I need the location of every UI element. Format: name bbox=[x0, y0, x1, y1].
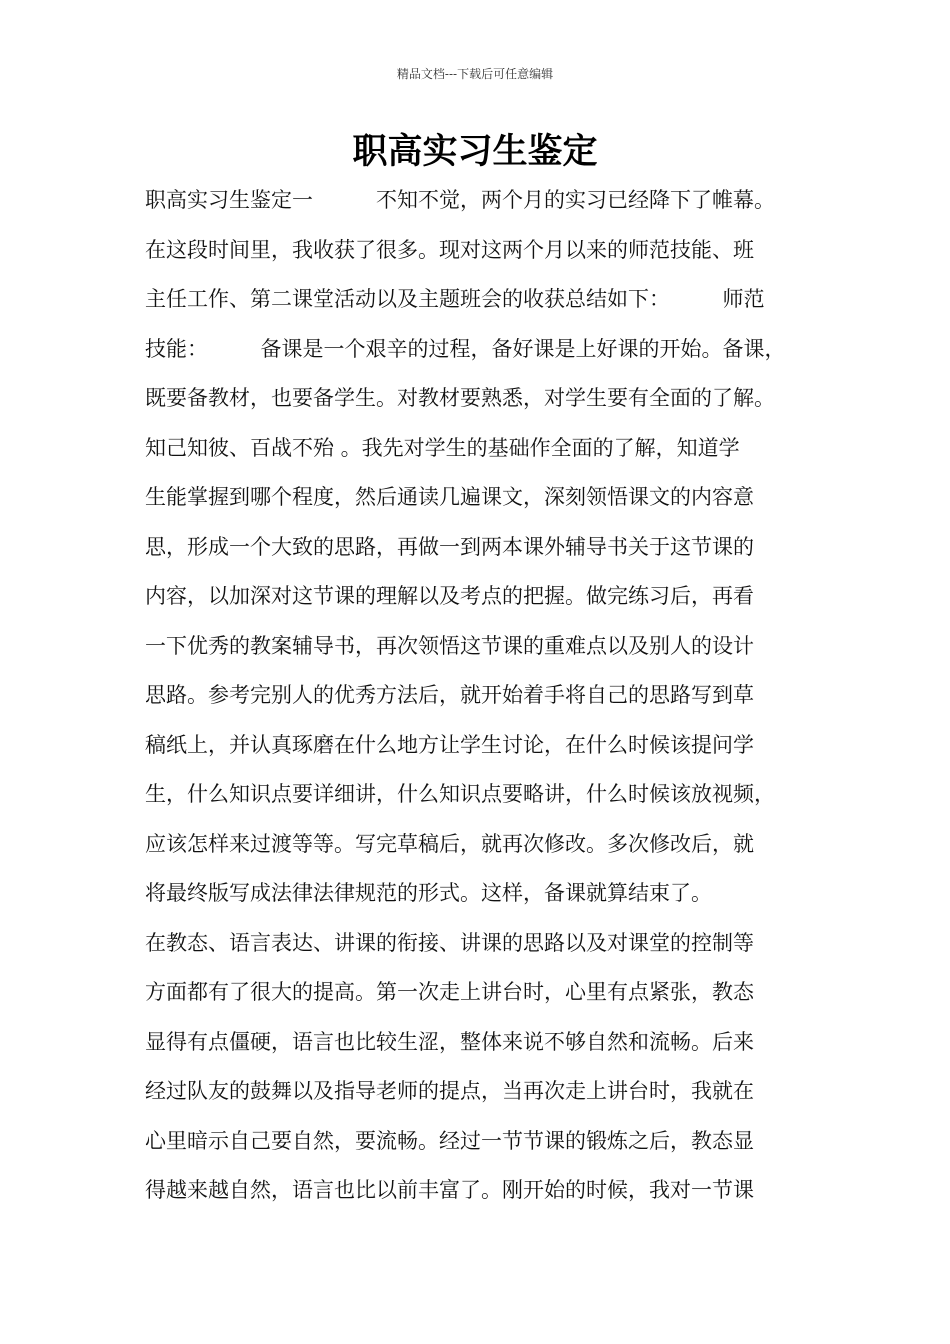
body-line: 在这段时间里，我收获了很多。现对这两个月以来的师范技能、班 bbox=[145, 237, 754, 262]
header-note: 精品文档---下载后可任意编辑 bbox=[396, 67, 554, 81]
body-line: 一下优秀的教案辅导书，再次领悟这节课的重难点以及别人的设计 bbox=[145, 633, 754, 658]
body-line: 方面都有了很大的提高。第一次走上讲台时，心里有点紧张，教态 bbox=[145, 980, 754, 1004]
body-line: 内容，以加深对这节课的理解以及考点的把握。做完练习后，再看 bbox=[145, 584, 754, 608]
body-line: 稿纸上，并认真琢磨在什么地方让学生讨论，在什么时候该提问学 bbox=[145, 732, 754, 757]
body-line: 技能： 备课是一个艰辛的过程，备好课是上好课的开始。备课， bbox=[145, 336, 786, 361]
body-line: 既要备教材，也要备学生。对教材要熟悉，对学生要有全面的了解。 bbox=[145, 386, 775, 410]
body-line: 将最终版写成法律法律规范的形式。这样，备课就算结束了。 bbox=[145, 881, 712, 905]
body-line: 知己知彼、百战不殆 。我先对学生的基础作全面的了解，知道学 bbox=[145, 435, 740, 460]
body-line: 心里暗示自己要自然，要流畅。经过一节节课的锻炼之后，教态显 bbox=[145, 1128, 754, 1153]
body-line: 职高实习生鉴定一 不知不觉，两个月的实习已经降下了帷幕。 bbox=[145, 188, 775, 212]
body-line: 生，什么知识点要详细讲，什么知识点要略讲，什么时候该放视频， bbox=[145, 782, 775, 806]
body-line: 生能掌握到哪个程度，然后通读几遍课文，深刻领悟课文的内容意 bbox=[145, 485, 754, 509]
body-line: 思路。参考完别人的优秀方法后，就开始着手将自己的思路写到草 bbox=[145, 683, 754, 707]
body-line: 显得有点僵硬，语言也比较生涩，整体来说不够自然和流畅。后来 bbox=[145, 1029, 754, 1054]
body-line: 主任工作、第二课堂活动以及主题班会的收获总结如下： 师范 bbox=[145, 287, 765, 311]
document-title: 职高实习生鉴定 bbox=[352, 132, 598, 172]
body-line: 在教态、语言表达、讲课的衔接、讲课的思路以及对课堂的控制等 bbox=[145, 930, 754, 955]
document-body bbox=[145, 176, 825, 1216]
body-line: 思，形成一个大致的思路，再做一到两本课外辅导书关于这节课的 bbox=[145, 534, 754, 559]
body-line: 经过队友的鼓舞以及指导老师的提点，当再次走上讲台时，我就在 bbox=[145, 1079, 754, 1103]
body-line: 得越来越自然，语言也比以前丰富了。刚开始的时候，我对一节课 bbox=[145, 1178, 754, 1202]
body-line: 应该怎样来过渡等等。写完草稿后，就再次修改。多次修改后，就 bbox=[145, 831, 754, 856]
